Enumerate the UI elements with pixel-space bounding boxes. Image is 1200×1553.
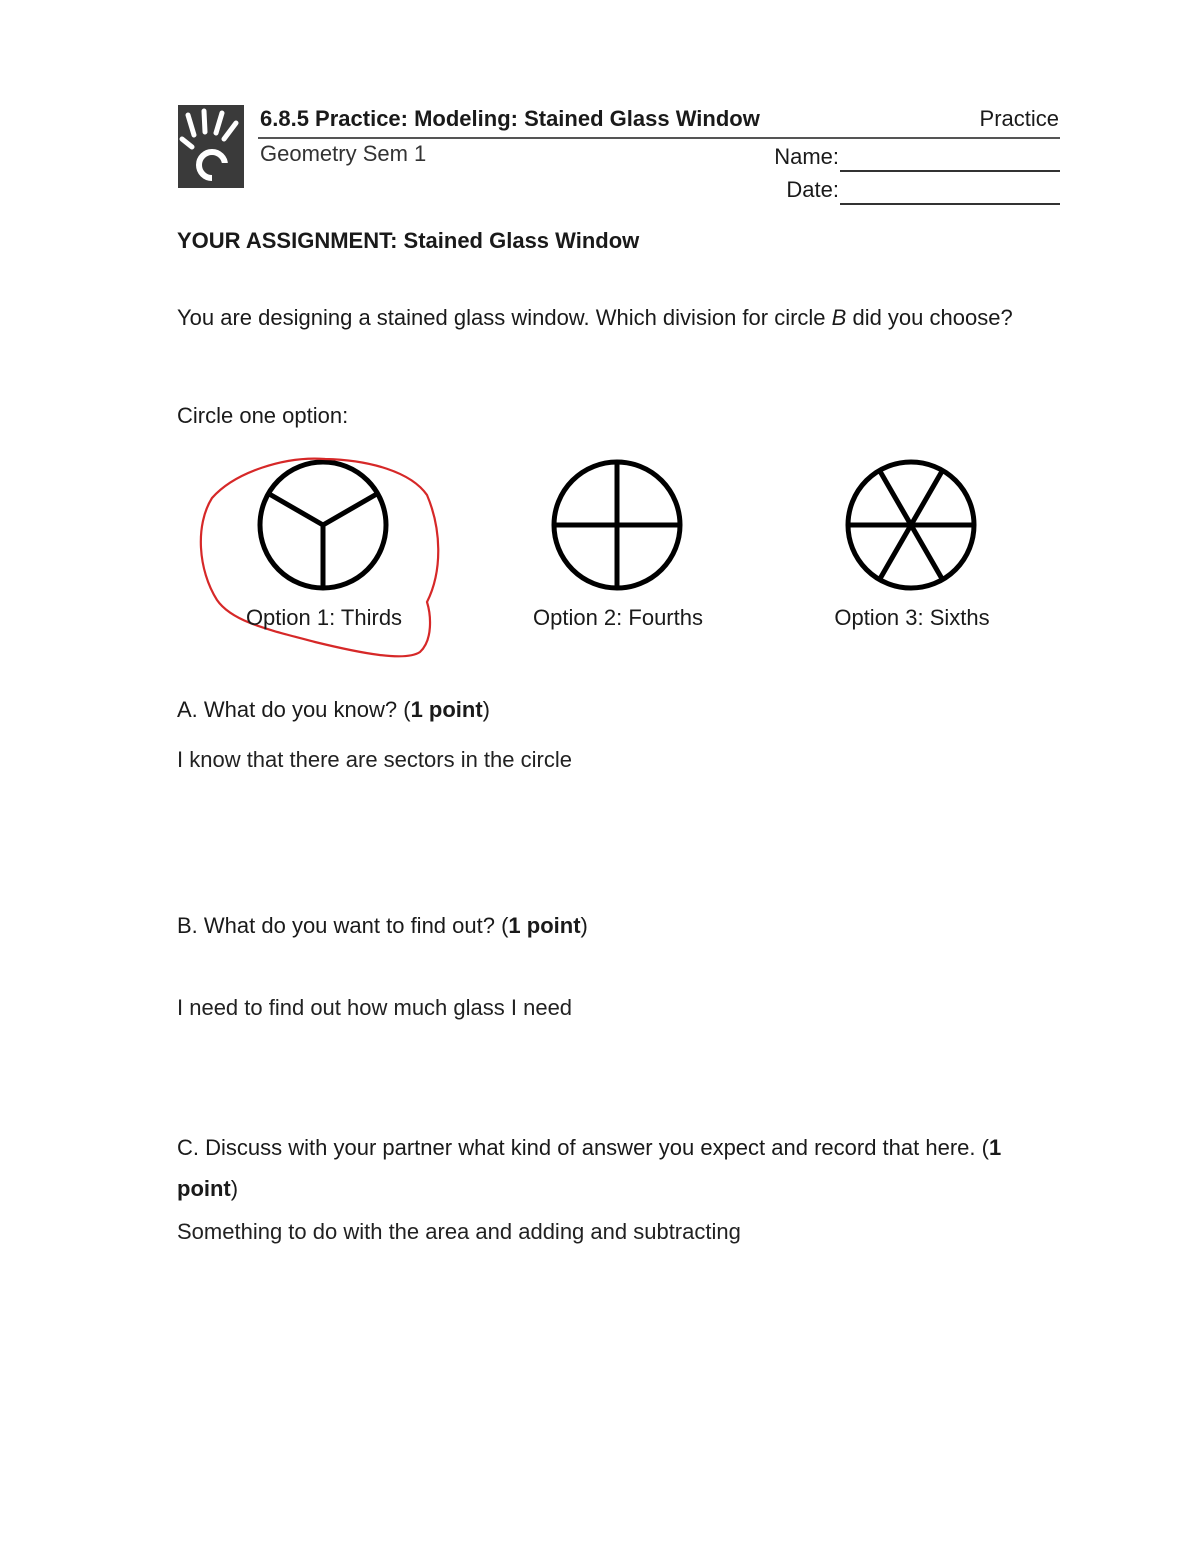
- option-3-divider: [880, 525, 912, 580]
- answer-b[interactable]: I need to find out how much glass I need: [177, 995, 573, 1020]
- prompt-text-end: did you choose?: [846, 305, 1013, 330]
- name-label: Name:: [774, 144, 839, 169]
- question-b-close: ): [580, 913, 588, 938]
- sun-bulb-logo-icon: [178, 105, 244, 188]
- question-c-points: 1 point: [177, 1135, 1002, 1201]
- worksheet-type-label: Practice: [979, 106, 1059, 131]
- option-1-circle[interactable]: [260, 462, 386, 588]
- assignment-heading: YOUR ASSIGNMENT: Stained Glass Window: [177, 228, 640, 253]
- question-a: [177, 697, 490, 723]
- question-a-close: ): [482, 697, 490, 722]
- question-b-points: 1 point: [508, 913, 581, 938]
- question-c: [177, 1127, 1067, 1209]
- name-field[interactable]: [840, 170, 1060, 172]
- option-2-circle[interactable]: [554, 462, 680, 588]
- date-label: Date:: [786, 177, 839, 202]
- option-3-circle[interactable]: [848, 462, 974, 588]
- division-options-figure: [195, 450, 1025, 665]
- question-c-close: ): [230, 1176, 239, 1201]
- question-a-points: 1 point: [410, 697, 483, 722]
- option-3-divider: [911, 525, 943, 580]
- date-field[interactable]: [840, 203, 1060, 205]
- option-1-divider: [268, 494, 323, 526]
- question-a-text: A. What do you know? (: [177, 697, 411, 722]
- option-3-label[interactable]: Option 3: Sixths: [834, 605, 990, 630]
- answer-a[interactable]: I know that there are sectors in the circle: [177, 747, 572, 772]
- header-divider: [258, 137, 1060, 139]
- course-name: Geometry Sem 1: [260, 141, 427, 166]
- question-b-text: B. What do you want to find out? (: [177, 913, 509, 938]
- question-b: [177, 913, 588, 939]
- circle-instruction: Circle one option:: [177, 403, 349, 428]
- option-2-label[interactable]: Option 2: Fourths: [533, 605, 703, 630]
- option-3-divider: [880, 470, 912, 525]
- worksheet-title: 6.8.5 Practice: Modeling: Stained Glass Window: [260, 106, 760, 131]
- circle-variable: B: [831, 305, 847, 330]
- assignment-prompt: [177, 297, 1037, 338]
- prompt-text-start: You are designing a stained glass window. Which division for circle: [177, 305, 832, 330]
- option-1-label[interactable]: Option 1: Thirds: [245, 605, 403, 630]
- question-c-text: C. Discuss with your partner what kind of answer you expect and record that here. (: [177, 1135, 989, 1160]
- option-1-divider: [323, 494, 378, 526]
- option-3-divider: [911, 470, 943, 525]
- answer-c[interactable]: Something to do with the area and adding and subtracting: [177, 1219, 741, 1244]
